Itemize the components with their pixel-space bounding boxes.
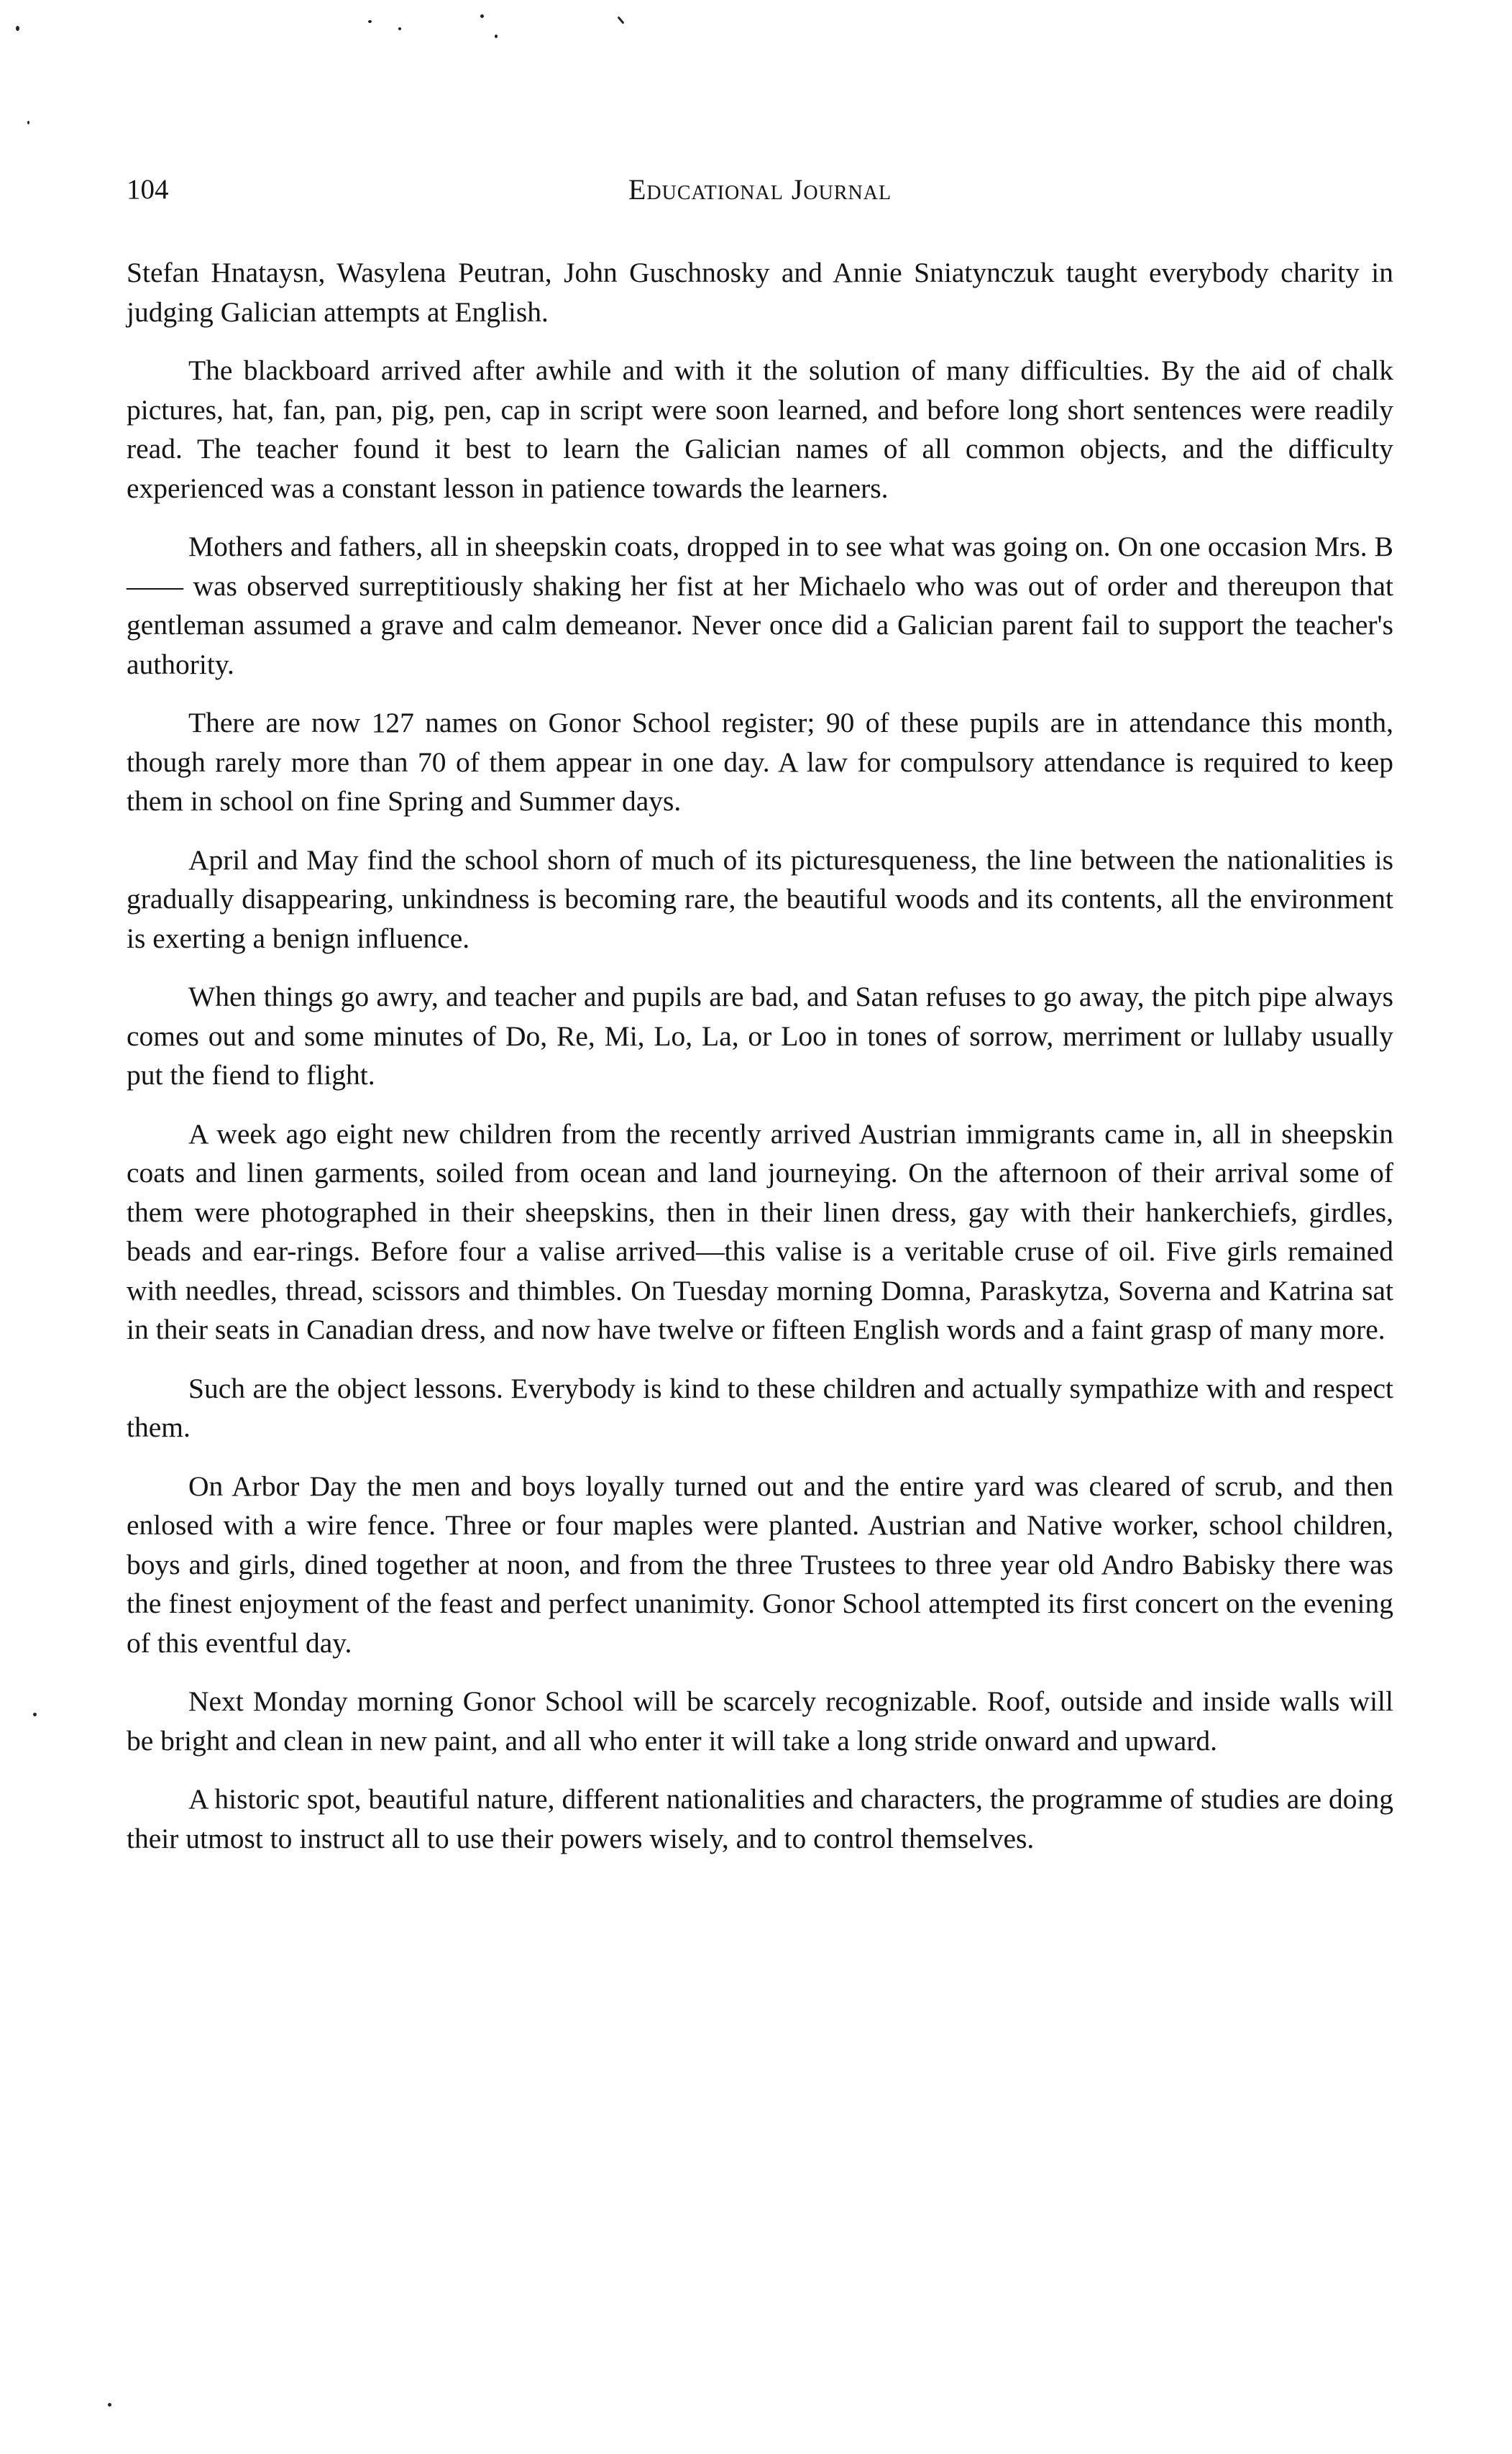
paragraph: Next Monday morning Gonor School will be scarcely recognizable. Roof, outside and inside walls will be bright and clean in new paint, and all who enter it will take a long stride onward and upward. [127, 1685, 1393, 1757]
scan-speck [480, 14, 484, 18]
paragraph: A week ago eight new children from the recently arrived Austrian immigrants came in, all in sheepskin coats and linen garments, soiled from ocean and land journeying. On the afternoon of their arrival some of them were photographed in their sheepskins, then in their linen dress, gay with their hankerchiefs, girdles, beads and ear-rings. Before four a valise arrived—this valise is a veritable cruse of oil. Five girls remained with needles, thread, scissors and thimbles. On Tuesday morning Domna, Paraskytza, Soverna and Katrina sat in their seats in Canadian dress, and now have twelve or fifteen English words and a faint grasp of many more. [127, 1117, 1393, 1345]
scan-speck [108, 2403, 111, 2407]
scan-speck [617, 16, 624, 24]
scan-speck [495, 35, 498, 38]
scan-speck [368, 20, 372, 23]
page-number: 104 [127, 174, 169, 205]
paragraph: On Arbor Day the men and boys loyally turned out and the entire yard was cleared of scrub, and then enlosed with a wire fence. Three or four maples were planted. Austrian and Native worker, school children, boys and girls, dined together at noon, and from the three Trustees to three year old Andro Babisky there was the finest enjoyment of the feast and perfect unanimity. Gonor School attempted its first concert on the evening of this eventful day. [127, 1470, 1393, 1659]
paragraph: Such are the object lessons. Everybody is kind to these children and actually sympathize with and respect them. [127, 1372, 1393, 1443]
paragraph: April and May find the school shorn of much of its picturesqueness, the line between the nationalities is gradually disappearing, unkindness is becoming rare, the beautiful woods and its contents, all the environment is exerting a benign influence. [127, 843, 1393, 954]
paragraph: There are now 127 names on Gonor School register; 90 of these pupils are in attendance this month, though rarely more than 70 of them appear in one day. A law for compulsory attendance is required to keep them in school on fine Spring and Summer days. [127, 707, 1393, 817]
paragraph: Mothers and fathers, all in sheepskin coats, dropped in to see what was going on. On one occasion Mrs. B—— was observed surreptitiously shaking her fist at her Michaelo who was out of order and thereupon that gentleman assumed a grave and calm demeanor. Never once did a Galician parent fail to support the teacher's authority. [127, 531, 1393, 680]
article-body [127, 253, 1393, 1877]
scan-speck [27, 121, 29, 124]
scan-speck [16, 26, 19, 31]
paragraph: When things go awry, and teacher and pupils are bad, and Satan refuses to go away, the pitch pipe always comes out and some minutes of Do, Re, Mi, Lo, La, or Loo in tones of sorrow, merriment or lullaby usually put the fiend to flight. [127, 981, 1393, 1091]
scan-speck [33, 1713, 37, 1716]
paragraph: A historic spot, beautiful nature, different nationalities and characters, the programme of studies are doing their utmost to instruct all to use their powers wisely, and to control themselves. [127, 1783, 1393, 1854]
running-header [127, 170, 1393, 213]
paragraph: Stefan Hnataysn, Wasylena Peutran, John Guschnosky and Annie Sniatynczuk taught everybody charity in judging Galician attempts at English. [127, 257, 1393, 328]
scan-speck [398, 27, 401, 30]
paragraph: The blackboard arrived after awhile and with it the solution of many difficulties. By the aid of chalk pictures, hat, fan, pan, pig, pen, cap in script were soon learned, and before long short sentences were readily read. The teacher found it best to learn the Galician names of all common objects, and the difficulty experienced was a constant lesson in patience towards the learners. [127, 354, 1393, 504]
journal-title: Educational Journal [628, 173, 892, 206]
